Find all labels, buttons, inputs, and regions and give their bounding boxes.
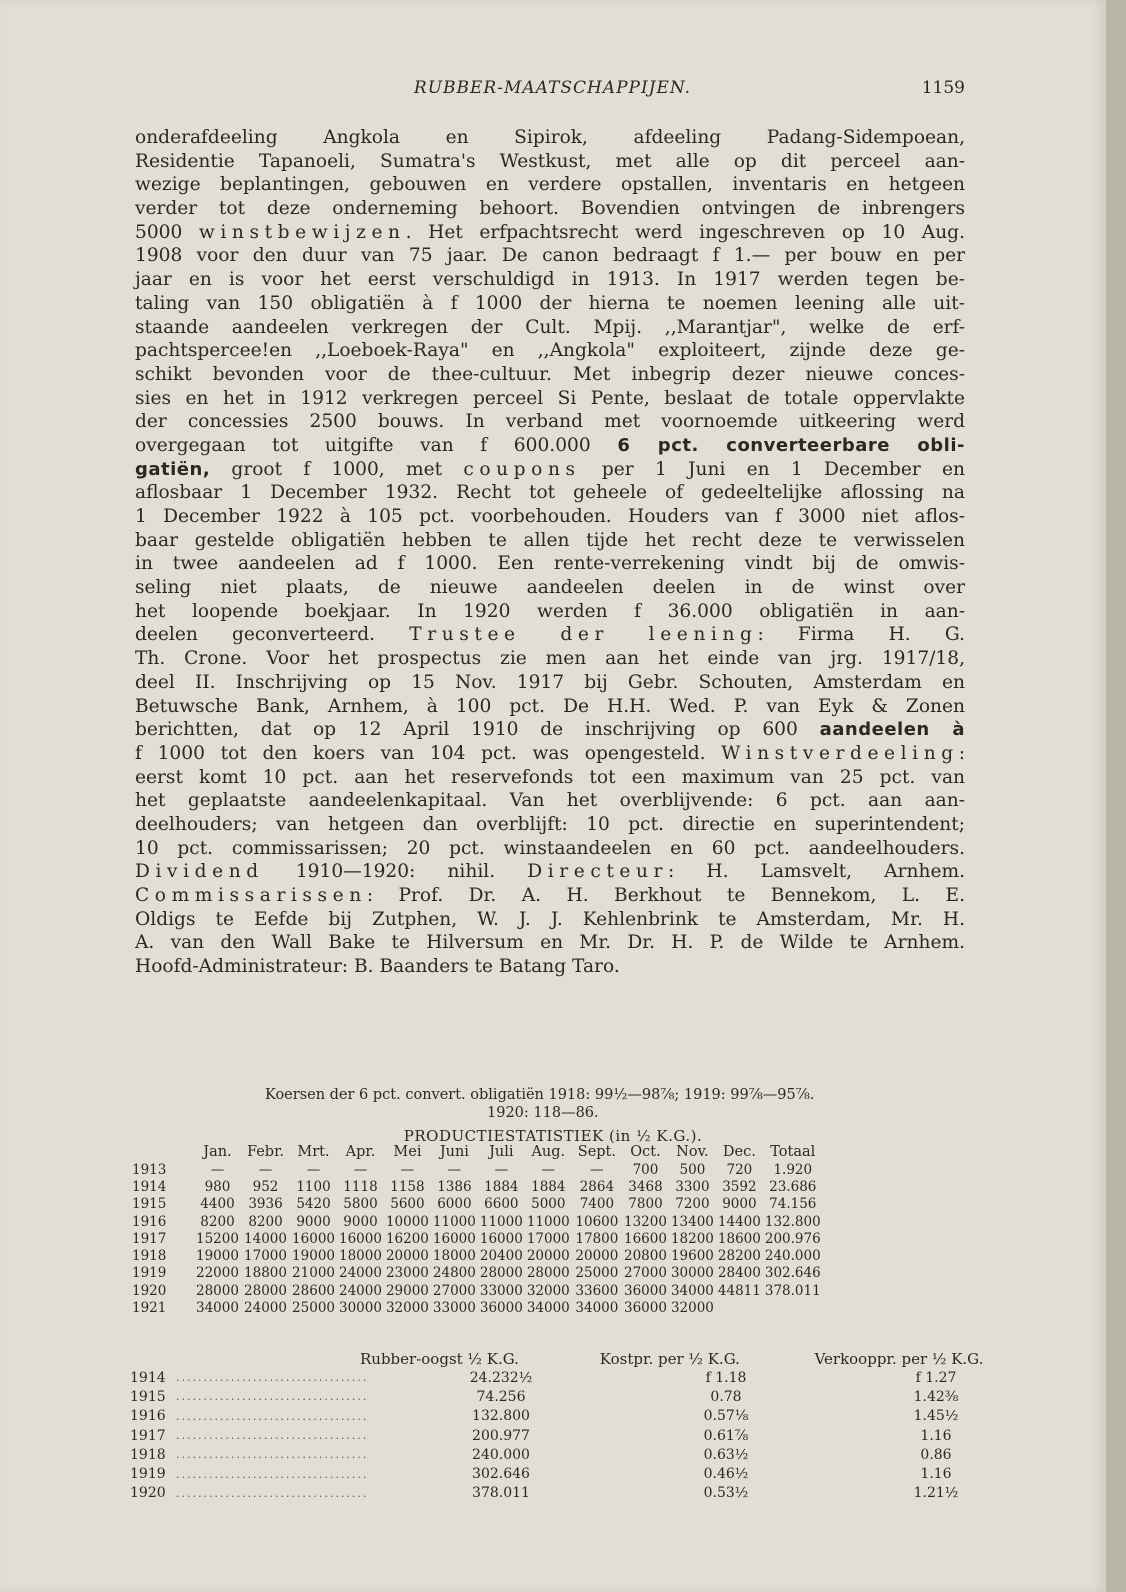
text-line [135,837,965,861]
table-row [130,1178,823,1195]
text-run: 5000 [135,221,199,243]
value-cell: 24800 [432,1265,476,1282]
value-cell: 6600 [484,1196,519,1213]
year-cell: 1920 [130,1485,166,1502]
spaced-text: Commissarissen [135,885,367,906]
table-row [130,1387,1046,1406]
value-cell [763,1299,823,1316]
running-head: RUBBER-MAATSCHAPPIJEN. [413,78,692,98]
value-cell: 6000 [437,1196,472,1213]
text-run: in twee aandeelen ad f 1000. Een rente-verrekening vindt bij de omwis- [135,553,965,575]
text-line [135,884,965,908]
value-cell: 34000 [196,1300,239,1317]
value-cell: 29000 [385,1282,429,1299]
koersen-line-1: Koersen der 6 pct. convert. obligatiën 1918: 99½—98⅞; 1919: 99⅞—95⅞. [265,1087,815,1103]
verkoopprijs-cell: 0.86 [920,1446,952,1463]
value-cell: 16000 [432,1230,476,1247]
text-run: wezige beplantingen, gebouwen en verdere opstallen, inventaris en hetgeen [135,174,965,196]
text-run: 1910—1920: nihil. [263,861,528,883]
value-cell: 36000 [624,1300,667,1317]
value-cell: 1158 [390,1178,425,1195]
value-cell: 8200 [248,1213,283,1230]
value-cell: 24000 [244,1300,287,1317]
text-run: baar gestelde obligatiën hebben te allen tijde het recht deze te verwisselen [135,529,965,551]
oogst-cell: 302.646 [472,1466,530,1483]
koersen-note [225,1086,925,1122]
spaced-text: Directeur [527,861,669,883]
table-row [130,1282,823,1299]
leader-dots: ................................... [176,1390,369,1404]
text-line [135,789,965,813]
text-run: taling van 150 obligatiën à f 1000 der hierna te noemen leening alle uit- [135,292,965,314]
text-run: aflosbaar 1 December 1932. Recht tot geheele of gedeeltelijke aflossing na [135,482,965,504]
verkoopprijs-cell: 1.42⅜ [913,1388,959,1405]
value-cell: 7200 [675,1196,710,1213]
value-cell: 20000 [575,1248,619,1265]
text-line [135,671,965,695]
text-run: groot f 1000, met [210,458,464,480]
text-run: . Het erfpachtsrecht werd ingeschreven op 10 Aug. [405,221,965,243]
value-cell: 27000 [624,1265,667,1282]
verkoopprijs-cell: f 1.27 [915,1369,957,1386]
value-cell: — [590,1161,604,1178]
text-line [135,268,965,292]
text-run: berichtten, dat op 12 April 1910 de inschrijving op 600 [135,719,820,741]
value-cell: 18200 [670,1230,714,1247]
value-cell: — [447,1161,462,1178]
value-cell: 14000 [244,1230,287,1247]
table-row [130,1445,1046,1464]
text-run: Hoofd-Administrateur: B. Baanders te Batang Taro. [135,956,620,978]
value-cell: 44811 [717,1282,761,1299]
text-run: het loopende boekjaar. In 1920 werden f 36.000 obligatiën in aan- [135,600,965,622]
spaced-text: winstbewijzen [198,221,406,243]
year-cell: 1914 [132,1178,167,1195]
production-header-row [130,1143,823,1161]
text-line [135,908,965,932]
value-cell: 11000 [479,1213,523,1230]
value-cell: 28000 [244,1282,287,1299]
column-header: Juli [489,1144,514,1160]
value-cell: 7400 [579,1196,615,1213]
table-row [130,1299,823,1316]
value-cell: 3468 [628,1178,663,1195]
year-cell: 1918 [130,1446,166,1463]
verkoopprijs-cell: 1.21½ [913,1485,959,1502]
value-cell: 19000 [292,1248,335,1265]
text-line [135,197,965,221]
text-run: staande aandeelen verkregen der Cult. Mpij. ,,Marantjar", welke de erf- [135,316,965,338]
value-cell: 4400 [200,1196,235,1213]
value-cell: 16000 [479,1230,523,1247]
value-cell: 2864 [579,1178,615,1195]
value-cell: 16000 [292,1230,335,1247]
value-cell: 11000 [432,1213,476,1230]
text-run: A. van den Wall Bake te Hilversum en Mr. Dr. H. P. de Wilde te Arnhem. [135,932,965,954]
value-cell: 13400 [670,1213,714,1230]
rubber-header-verkoopprijs: Verkooppr. per ½ K.G. [814,1350,984,1368]
spaced-text: Dividend [135,861,264,883]
text-run: Residentie Tapanoeli, Sumatra's Westkust, met alle op dit perceel aan- [135,150,965,172]
year-header [130,1143,194,1161]
value-cell: 700 [632,1161,659,1178]
column-header: Aug. [531,1144,566,1160]
text-run: Betuwsche Bank, Arnhem, à 100 pct. De H.H. Wed. P. van Eyk & Zonen [135,695,965,717]
value-cell: 33000 [479,1282,523,1299]
text-run: 1908 voor den duur van 75 jaar. De canon bedraagt f 1.— per bouw en per [135,245,965,267]
text-line [135,126,965,150]
value-cell: 23000 [385,1265,429,1282]
text-line [135,410,965,434]
value-cell: 16000 [339,1230,382,1247]
value-cell: 32000 [670,1300,714,1317]
value-cell: 9000 [296,1213,331,1230]
value-cell: 13200 [624,1213,667,1230]
value-cell: 378.011 [764,1282,821,1299]
value-cell: 36000 [624,1282,667,1299]
value-cell: 23.686 [769,1178,817,1195]
value-cell: 34000 [526,1300,570,1317]
text-line [135,221,965,245]
oogst-cell: 74.256 [476,1388,526,1405]
text-line [135,813,965,837]
value-cell: 28200 [717,1248,761,1265]
value-cell: 19000 [196,1248,239,1265]
text-line [135,600,965,624]
text-line [135,387,965,411]
value-cell: 8200 [200,1213,235,1230]
kostprijs-cell: 0.61⅞ [703,1427,749,1444]
spaced-text: Trustee der leening [409,624,758,646]
production-title: PRODUCTIESTATISTIEK (in ½ K.G.). [403,1127,703,1145]
year-cell: 1915 [132,1196,167,1213]
column-header: Dec. [722,1144,756,1160]
value-cell: 1884 [484,1178,519,1195]
value-cell: 19600 [670,1248,714,1265]
text-run: der concessies 2500 bouws. In verband met voornoemde uitkeering werd [135,411,965,433]
value-cell: 200.976 [764,1230,821,1247]
value-cell: 18000 [432,1248,476,1265]
text-line [135,481,965,505]
value-cell: 5000 [531,1196,566,1213]
text-run: 10 pct. commissarissen; 20 pct. winstaandeelen en 60 pct. aandeelhouders. [135,837,965,859]
text-line [135,742,965,766]
text-run: deel II. Inschrijving op 15 Nov. 1917 bij Gebr. Schouten, Amsterdam en [135,671,965,693]
value-cell: 18800 [244,1265,287,1282]
value-cell: 16600 [624,1230,667,1247]
text-run: het geplaatste aandeelenkapitaal. Van het overblijvende: 6 pct. aan aan- [135,790,965,812]
kostprijs-cell: 0.53½ [703,1485,749,1502]
spaced-text: coupons [463,458,581,480]
value-cell: 500 [679,1161,706,1178]
spaced-text: Winstverdeeling [721,742,959,764]
value-cell: 9000 [343,1213,378,1230]
table-row [130,1213,823,1230]
value-cell: 24000 [339,1282,382,1299]
value-cell: 302.646 [764,1265,821,1282]
table-row [130,1265,823,1282]
verkoopprijs-cell: 1.16 [920,1427,952,1444]
bold-text: aandeelen à [819,719,966,741]
value-cell: 5600 [390,1196,425,1213]
page-header [140,78,965,106]
value-cell: 32000 [385,1300,429,1317]
oogst-cell: 240.000 [472,1446,530,1463]
text-line [135,931,965,955]
value-cell: 5420 [296,1196,331,1213]
value-cell: 32000 [526,1282,570,1299]
value-cell: 20800 [624,1248,667,1265]
text-line [135,292,965,316]
value-cell: 14400 [717,1213,761,1230]
year-cell: 1917 [130,1427,166,1444]
body-text [135,126,965,979]
value-cell: 1100 [296,1178,331,1195]
value-cell: — [494,1161,509,1178]
value-cell: 240.000 [764,1248,821,1265]
text-run: deelhouders; van hetgeen dan overblijft: 10 pct. directie en superintendent; [135,813,965,835]
table-row [130,1230,823,1247]
text-line [135,576,965,600]
kostprijs-cell: 0.57⅛ [703,1408,749,1425]
value-cell: 1.920 [773,1161,813,1178]
table-row [130,1484,1046,1503]
table-row [130,1407,1046,1426]
value-cell: 30000 [670,1265,714,1282]
rubber-header [360,1350,983,1368]
kostprijs-cell: 0.46½ [703,1466,749,1483]
value-cell: 9000 [722,1196,757,1213]
value-cell: — [541,1161,556,1178]
year-cell: 1916 [132,1213,167,1230]
value-cell: 1118 [343,1178,378,1195]
column-header: Apr. [345,1144,376,1160]
text-line [135,434,965,458]
table-row [130,1426,1046,1445]
value-cell: 24000 [339,1265,382,1282]
leader-dots: ................................... [176,1429,369,1443]
kostprijs-cell: 0.63½ [703,1446,749,1463]
text-run: 1 December 1922 à 105 pct. voorbehouden. Houders van f 3000 niet aflos- [135,506,965,527]
value-cell: 34000 [670,1282,714,1299]
oogst-cell: 132.800 [472,1408,530,1425]
kostprijs-cell: 0.78 [710,1388,742,1405]
value-cell: 33000 [432,1300,476,1317]
value-cell: 20000 [385,1248,429,1265]
year-cell: 1916 [130,1408,166,1425]
value-cell: 17000 [526,1230,570,1247]
text-run: : Firma H. G. [757,624,965,646]
value-cell: 36000 [479,1300,523,1317]
text-run: verder tot deze onderneming behoort. Bovendien ontvingen de inbrengers [135,198,965,220]
bold-text: gatiën, [135,458,211,480]
column-header: Jan. [203,1144,232,1160]
value-cell: 33600 [575,1282,619,1299]
production-table [130,1143,823,1317]
text-run: eerst komt 10 pct. aan het reservefonds tot een maximum van 25 pct. van [135,766,965,788]
year-cell: 1914 [130,1369,166,1386]
text-run: seling niet plaats, de nieuwe aandeelen deelen in de winst over [135,577,965,599]
rubber-header-oogst: Rubber-oogst ½ K.G. [360,1350,519,1368]
text-run: deelen geconverteerd. [135,624,410,646]
text-run: pachtspercee!en ,,Loeboek-Raya" en ,,Angkola" exploiteert, zijnde deze ge- [135,340,965,362]
text-line [135,316,965,340]
column-header: Oct. [630,1144,661,1160]
verkoopprijs-cell: 1.16 [920,1466,952,1483]
leader-dots: ................................... [176,1467,369,1481]
value-cell: — [400,1161,415,1178]
text-line [135,647,965,671]
leader-dots: ................................... [176,1409,369,1423]
koersen-line-2: 1920: 118—86. [487,1105,599,1121]
value-cell: 17000 [244,1248,287,1265]
text-line [135,695,965,719]
column-header: Nov. [676,1144,709,1160]
value-cell: 10000 [385,1213,429,1230]
text-line [135,339,965,363]
text-run: : Prof. Dr. A. H. Berkhout te Bennekom, L. E. [366,885,965,906]
value-cell: — [353,1161,368,1178]
bold-text: 6 pct. converteerbare obli- [617,434,965,456]
value-cell: 18000 [339,1248,382,1265]
text-line [135,860,965,884]
text-line [135,505,965,529]
year-cell: 1918 [132,1248,167,1265]
table-row [130,1464,1046,1483]
value-cell: 34000 [575,1300,619,1317]
leader-dots: ................................... [176,1486,369,1500]
text-line [135,552,965,576]
text-line [135,766,965,790]
value-cell: 980 [204,1178,231,1195]
column-header: Totaal [770,1144,816,1160]
value-cell: 27000 [432,1282,476,1299]
text-run: overgegaan tot uitgifte van f 600.000 [135,434,618,456]
text-run: : H. Lamsvelt, Arnhem. [668,861,965,883]
value-cell: 74.156 [769,1196,817,1213]
text-run: : [958,742,965,764]
text-line [135,955,965,979]
value-cell: 3300 [675,1178,710,1195]
table-row [130,1368,1046,1387]
year-cell: 1919 [130,1466,166,1483]
column-header: Mei [393,1144,422,1160]
column-header: Febr. [246,1144,285,1160]
value-cell: 20400 [479,1248,523,1265]
value-cell: 20000 [526,1248,570,1265]
column-header: Juni [439,1144,469,1160]
value-cell: 10600 [575,1213,619,1230]
value-cell: 11000 [526,1213,570,1230]
value-cell: 16200 [385,1230,429,1247]
column-header: Mrt. [297,1144,330,1160]
year-cell: 1919 [132,1265,167,1282]
value-cell: 21000 [292,1265,335,1282]
value-cell: 30000 [339,1300,382,1317]
leader-dots: ................................... [176,1371,369,1385]
value-cell: 1884 [531,1178,566,1195]
oogst-cell: 200.977 [472,1427,530,1444]
value-cell: 22000 [196,1265,239,1282]
verkoopprijs-cell: 1.45½ [913,1408,959,1425]
value-cell: 3592 [722,1178,757,1195]
value-cell: 18600 [717,1230,761,1247]
year-cell: 1913 [132,1161,167,1178]
value-cell: 5800 [343,1196,378,1213]
value-cell: 720 [726,1161,753,1178]
text-run: sies en het in 1912 verkregen perceel Si Pente, beslaat de totale oppervlakte [135,387,965,409]
text-run: Oldigs te Eefde bij Zutphen, W. J. J. Kehlenbrink te Amsterdam, Mr. H. [135,908,965,930]
year-cell: 1920 [132,1282,167,1299]
text-run: onderafdeeling Angkola en Sipirok, afdeeling Padang-Sidempoean, [135,127,965,148]
value-cell: 1386 [437,1178,472,1195]
oogst-cell: 378.011 [472,1485,530,1502]
value-cell: 15200 [196,1230,239,1247]
page-number: 1159 [921,78,965,98]
text-run: schikt bevonden voor de thee-cultuur. Met inbegrip dezer nieuwe conces- [135,363,965,385]
value-cell: 28400 [717,1265,761,1282]
text-run: Th. Crone. Voor het prospectus zie men aan het einde van jrg. 1917/18, [135,648,965,670]
table-row [130,1196,823,1213]
year-cell: 1921 [132,1300,167,1317]
table-row [130,1161,823,1178]
text-line [135,529,965,553]
kostprijs-cell: f 1.18 [705,1369,747,1386]
rubber-table [130,1368,1046,1503]
column-header: Sept. [577,1144,616,1160]
value-cell: 7800 [628,1196,663,1213]
year-cell: 1917 [132,1230,167,1247]
text-run: per 1 Juni en 1 December en [580,458,965,480]
value-cell: — [210,1161,225,1178]
value-cell: 28000 [526,1265,570,1282]
text-line [135,244,965,268]
rubber-header-kostprijs: Kostpr. per ½ K.G. [599,1350,740,1368]
value-cell: — [258,1161,273,1178]
value-cell [716,1299,763,1316]
value-cell: 132.800 [764,1213,821,1230]
value-cell: 17800 [575,1230,619,1247]
table-row [130,1247,823,1264]
value-cell: 25000 [292,1300,335,1317]
text-line [135,458,965,482]
text-line [135,363,965,387]
value-cell: 28600 [292,1282,335,1299]
text-line [135,150,965,174]
value-cell: 3936 [248,1196,283,1213]
text-line [135,173,965,197]
text-line [135,718,965,742]
text-run: jaar en is voor het eerst verschuldigd in 1913. In 1917 werden tegen be- [135,269,965,291]
value-cell: 25000 [575,1265,619,1282]
value-cell: — [306,1161,321,1178]
value-cell: 28000 [196,1282,239,1299]
value-cell: 28000 [479,1265,523,1282]
oogst-cell: 24.232½ [469,1369,533,1386]
leader-dots: ................................... [176,1448,369,1462]
text-run: f 1000 tot den koers van 104 pct. was opengesteld. [135,742,722,764]
year-cell: 1915 [130,1388,166,1405]
text-line [135,623,965,647]
value-cell: 952 [252,1178,279,1195]
